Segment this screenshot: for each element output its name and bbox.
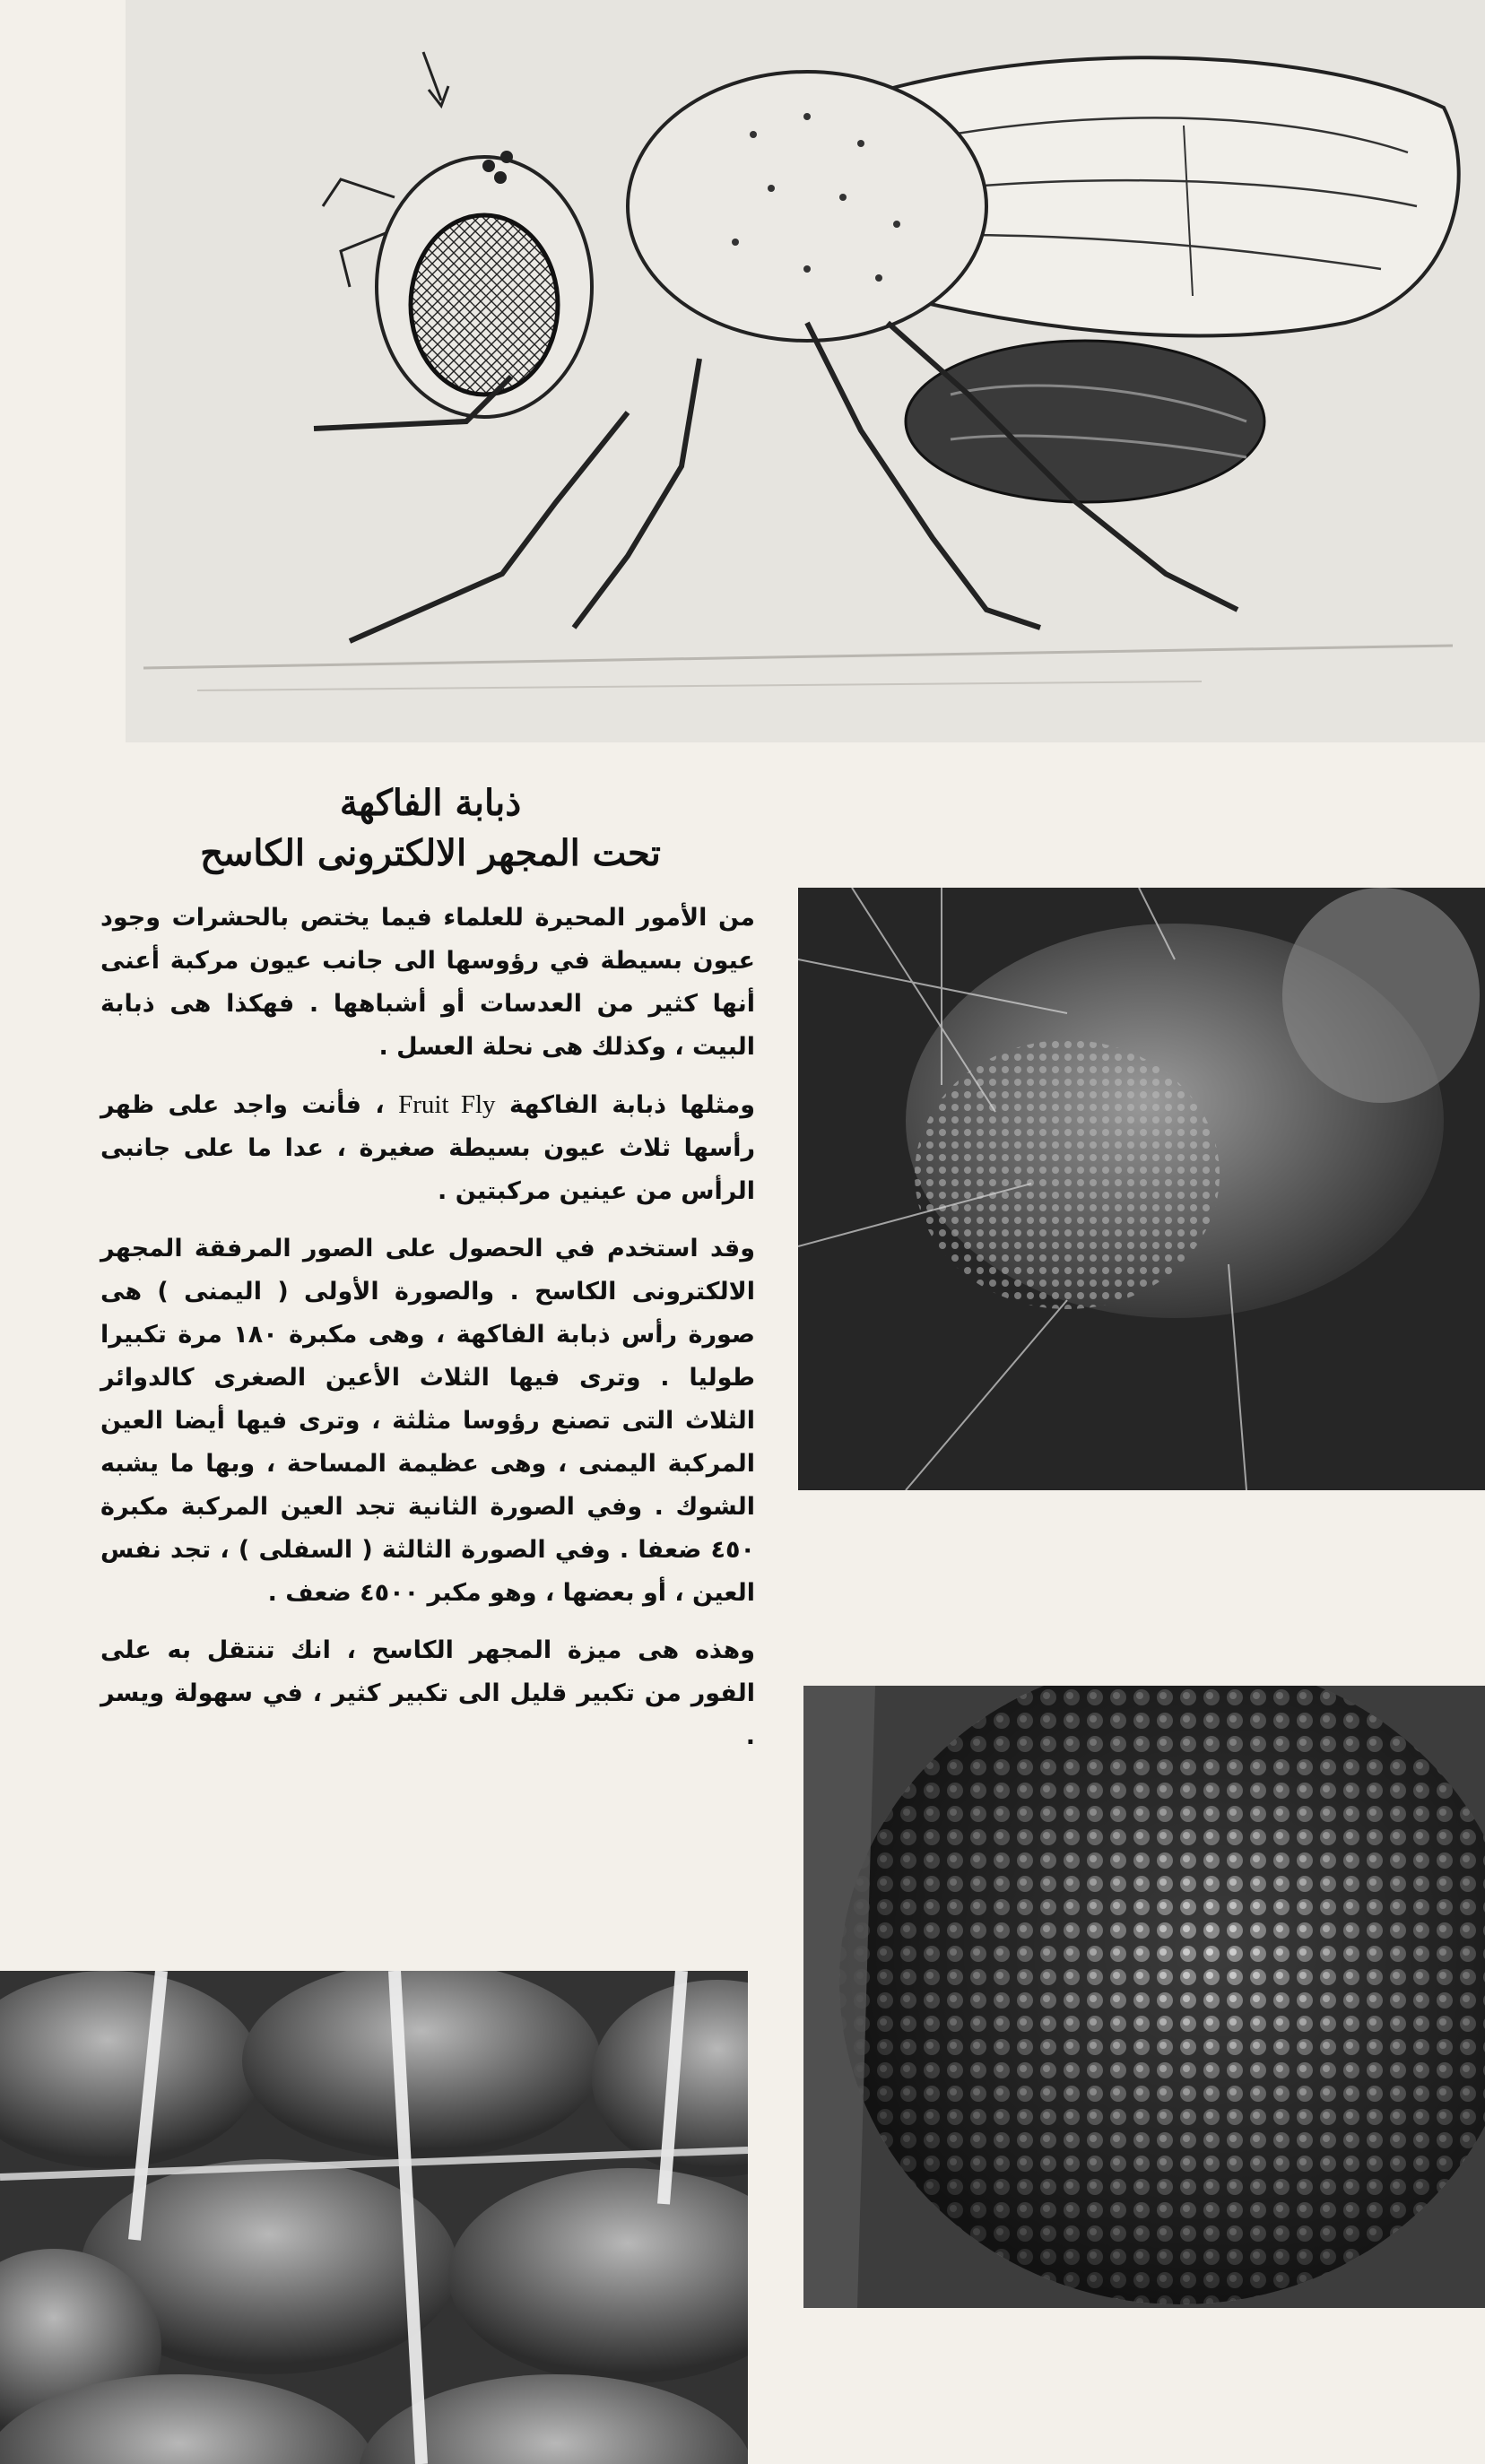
title-line-2: تحت المجهر الالكترونى الكاسح — [200, 832, 661, 874]
paragraph-3: وقد استخدم في الحصول على الصور المرفقة المجهر الالكترونى الكاسح . والصورة الأولى ( اليمنى ) هى صورة رأس ذبابة الفاكهة ، وهى مكبرة ١٨٠ مرة تكبيرا طوليا . وترى فيها الثلاث الأعين الصغرى كالدوائر الثلاث التى تصنع رؤوسا مثلثة ، وترى فيها أيضا العين المركبة اليمنى ، وهى عظيمة المساحة ، وبها ما يشبه الشوك . وفي الصورة الثانية تجد العين المركبة مكبرة ٤٥٠ ضعفا . وفي الصورة الثالثة ( السفلى ) ، تجد نفس العين ، أو بعضها ، وهو مكبر ٤٥٠٠ ضعف . — [100, 1235, 756, 1607]
sem-compound-eye-photo — [803, 1686, 1485, 2308]
paragraph-2-end: ، فأنت واجد على ظهر رأسها ثلاث عيون بسيطة صغيرة ، عدا ما على جانبى الرأس من عينين مركبتين . — [100, 1091, 755, 1205]
compound-eye-micrograph — [803, 1686, 1485, 2308]
paragraph-2-start: ومثلها ذبابة الفاكهة — [509, 1091, 755, 1119]
paragraph-4: وهذه هى ميزة المجهر الكاسح ، انك تنتقل به على الفور من تكبير قليل الى تكبير كثير ، في سهولة ويسر . — [100, 1636, 755, 1750]
fly-drawing-figure — [126, 0, 1485, 742]
fly-head-micrograph — [798, 888, 1485, 1490]
paragraph-1: من الأمور المحيرة للعلماء فيما يختص بالحشرات وجود عيون بسيطة في رؤوسها الى جانب عيون مركبة أعنى أنها كثير من العدسات أو أشباهها . فهكذا هى ذبابة البيت ، وكذلك هى نحلة العسل . — [100, 904, 755, 1061]
title-line-1: ذبابة الفاكهة — [339, 782, 522, 824]
article-body — [100, 897, 755, 1773]
article-title — [161, 778, 699, 879]
fruit-fly-illustration — [126, 0, 1485, 742]
fruit-fly-latin: Fruit Fly — [398, 1090, 496, 1119]
sem-fly-head-photo — [798, 888, 1485, 1490]
paragraph-2 — [100, 1083, 755, 1213]
eye-lenses-micrograph — [0, 1971, 748, 2464]
sem-eye-lenses-photo — [0, 1971, 748, 2464]
